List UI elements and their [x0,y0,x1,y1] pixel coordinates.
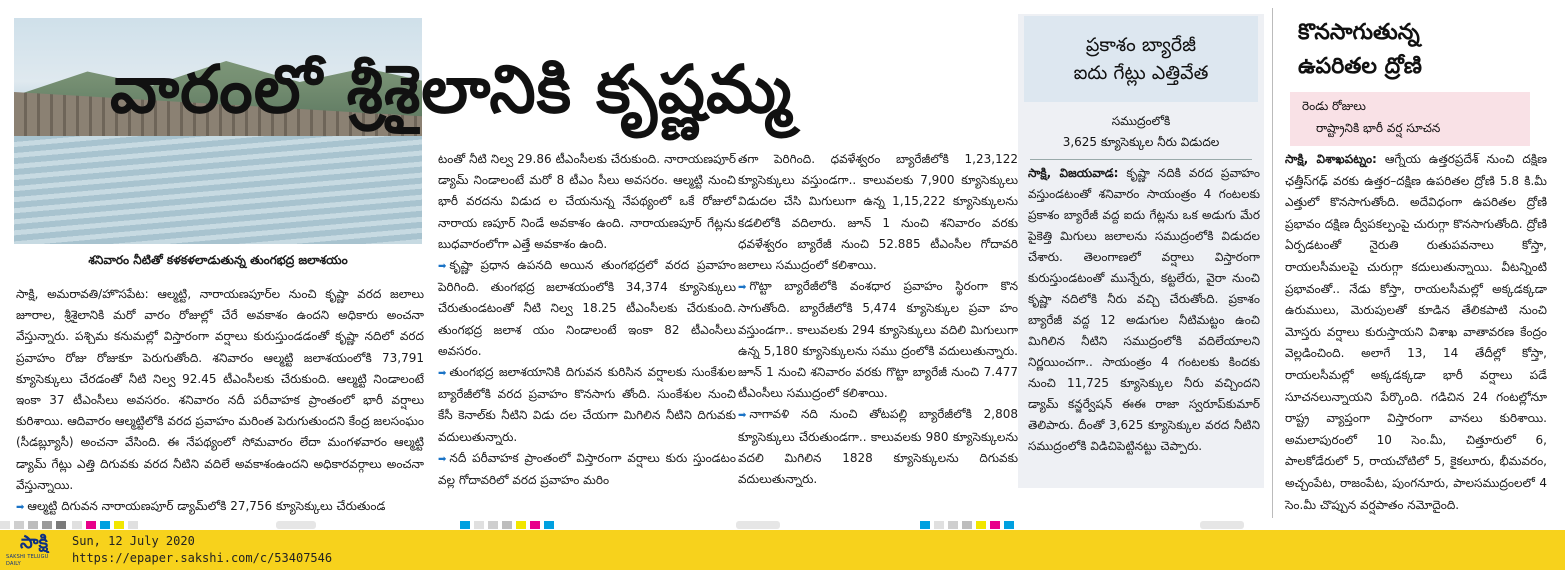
color-mark [28,521,38,529]
print-registration-marks [0,521,1565,529]
main-story-paragraph: తగా పెరిగింది. ధవళేశ్వరం బ్యారేజీలోకి 1,23,122 క్యూసెక్కులు వస్తుండగా.. కాలువలకు 7,900 క్యూసెక్కులు విడుదల చేసి మిగులుగా ఉన్న 1,15,222 క్యూసెక్కులను కడలిలోకి వదిలారు. జూన్ 1 నుంచి శనివారం వరకు ధవళేశ్వరం బ్యారేజీ నుంచి 52.885 టీఎంసీల గోదావరి జలాలు సముద్రంలో కలిశాయి. [738,152,1018,273]
color-mark [100,521,110,529]
color-mark [1004,521,1014,529]
sakshi-logo-text: సాక్షి [20,532,48,553]
main-story-paragraph: ➡ నదీ పరీవాహక ప్రాంతంలో విస్తారంగా వర్షాలు కురు స్తుండటం వల్ల గోదావరిలో వరద ప్రవాహం మరిం [438,448,736,491]
photo-caption: శనివారం నీటితో కళకళలాడుతున్న తుంగభద్ర జలాశయం [88,252,348,267]
footer-meta [72,533,332,567]
sakshi-logo-tagline: SAKSHI TELUGU DAILY [6,554,49,567]
prakasam-body-text: కృష్ణా నదికి వరద ప్రవాహం వస్తుండటంతో శనివారం సాయంత్రం 4 గంటలకు ప్రకాశం బ్యారేజీ వద్ద ఐదు గేట్లను ఒక అడుగు మేర పైకెత్తి మిగులు జలాలను సముద్రంలోకి విడుదల చేశారు. తెలంగాణలో వర్షాలు విస్తారంగా కురుస్తుండటంతో మున్నేరు, కట్టలేరు, వైరా నుంచి కృష్ణా నదిలోకి నీరు వచ్చి చేరుతోంది. ప్రకాశం బ్యారేజీ వద్ద 12 అడుగుల నీటిమట్టం ఉంచి మిగిలిన నీటిని సముద్రంలోకి వదిలేయాలని నిర్ణయించగా.. సాయంత్రం 4 గంటలకు కిందకు నుంచి 11,725 క్యూసెక్కుల నీరు వచ్చిందని డ్యామ్ కన్జర్వేషన్ ఈఈ రాజా స్వరూప్‌కుమార్ తెలిపారు. దీంతో 3,625 క్యూసెక్కుల వరద నీటిని సముద్రంలోకి విడిచిపెట్టినట్టు చెప్పారు. [1028,166,1260,453]
color-mark [72,521,82,529]
prakasam-headline-line: ఐదు గేట్లు ఎత్తివేత [1073,62,1209,84]
trough-headline [1298,16,1548,84]
color-mark [736,521,780,529]
trough-body [1285,149,1547,516]
color-mark [86,521,96,529]
color-mark [530,521,540,529]
color-mark [276,521,316,529]
color-mark [460,521,470,529]
trough-headline-line: కొనసాగుతున్న [1298,20,1420,45]
color-mark [42,521,52,529]
color-mark [0,521,10,529]
prakasam-byline: సాక్షి, విజయవాడ: [1028,166,1119,180]
color-mark [990,521,1000,529]
main-story-paragraph: ➡ కృష్ణా ప్రధాన ఉపనది అయిన తుంగభద్రలో వరద ప్రవాహం పెరిగింది. తుంగభద్ర జలాశయంలోకి 34,374 క్యూసెక్కులు చేరుతుండటంతో నీటి నిల్వ 18.25 టీఎంసీలకు చేరుకుంది. తుంగభద్ర జలాశ యం నిండాలంటే ఇంకా 82 టీఎంసీలు అవసరం. [438,255,736,362]
trough-byline: సాక్షి, విశాఖపట్నం: [1285,152,1377,166]
main-story-paragraph: ➡ ఆల్మట్టి దిగువన నారాయణపూర్ డ్యామ్‌లోకి 27,756 క్యూసెక్కులు చేరుతుండ [16,496,424,518]
main-story-column-1 [16,284,424,518]
color-mark [56,521,66,529]
main-story-paragraph: ➡ గొట్టా బ్యారేజీలోకి వంశధార ప్రవాహం స్థిరంగా కొన సాగుతోంది. బ్యారేజీలోకి 5,474 క్యూసెక్కుల ప్రవా హం వస్తుండగా.. కాలువలకు 294 క్యూసెక్కులు వదిలి మిగులుగా ఉన్న 5,180 క్యూసెక్కులను సము ద్రంలోకి వదులుతున్నారు. జూన్ 1 నుంచి శనివారం వరకు గొట్టా బ్యారేజీ నుంచి 7.477 టీఎంసీలు సముద్రంలో కలిశాయి. [738,276,1018,404]
prakasam-headline-line: ప్రకాశం బ్యారేజీ [1085,34,1197,56]
color-mark [128,521,138,529]
prakasam-headline [1024,16,1258,102]
trough-subheadline-line: రాష్ట్రానికి భారీ వర్ష సూచన [1316,121,1441,135]
main-story-paragraph: ➡ తుంగభద్ర జలాశయానికి దిగువన కురిసిన వర్షాలకు సుంకేశుల బ్యారేజీలోకి వరద ప్రవాహం కొనసాగు తోంది. సుంకేశుల నుంచి కేసీ కెనాల్‌కు నీటిని విడు దల చేయగా మిగిలిన నీటిని దిగువకు వదులుతున్నారు. [438,362,736,448]
trough-subheadline [1290,92,1530,146]
trough-subheadline-line: రెండు రోజులు [1302,99,1366,113]
main-story-lead-paragraph: సాక్షి, అమరావతి/హొసపేట: ఆల్మట్టి, నారాయణపూర్‌ల నుంచి కృష్ణా వరద జలాలు జూరాల, శ్రీశైలానికి మరో వారం రోజుల్లో చేరే అవకాశం ఉందని అధికారు అంచనా వేస్తున్నారు. పశ్చిమ కనుమల్లో విస్తారంగా వర్షాలు కురుస్తుండడంతో కృష్ణా నదిలో వరద ప్రవాహం రోజు రోజుకూ పెరుగుతోంది. శనివారం ఆల్మట్టి జలాశయంలోకి 73,791 క్యూసెక్కులు చేరడంతో నీటి నిల్వ 92.45 టీఎంసీలకు చేరుకుంది. ఆల్మట్టి నిండాలంటే ఇంకా 37 టీఎంసీలు అవసరం. శనివారం నదీ పరీవాహక ప్రాంతంలో భారీ వర్షాలు కురిశాయి. ఆదివారం ఆల్మట్టిలోకి వరద ప్రవాహం మరింత పెరుగుతుందని కేంద్ర జలసంఘం (సీడబ్ల్యూసీ) అంచనా వేసింది. ఈ నేపథ్యంలో సోమవారం లేదా మంగళవారం ఆల్మట్టి డ్యామ్ గేట్లు ఎత్తి దిగువకు వరద నీటిని వదిలే అవకాశంఉందని అధికారవర్గాలు అంచనా వేస్తున్నాయి. [16,287,424,492]
main-story-column-3 [738,149,1018,490]
color-mark [488,521,498,529]
photo-reservoir-water [14,136,422,244]
epaper-footer [0,530,1565,570]
color-mark [516,521,526,529]
prakasam-body [1028,163,1260,457]
trough-body-text: ఆగ్నేయ ఉత్తరప్రదేశ్ నుంచి దక్షిణ ఛత్తీస్‌గఢ్ వరకు ఉత్తర–దక్షిణ ఉపరితల ద్రోణి 5.8 కి.మీ ఎత్తులో కొనసాగుతోంది. అదేవిధంగా ఉపరితల ద్రోణి ప్రభావం దక్షిణ ద్వీపకల్పంపై చురుగ్గా కొనసాగుతోంది. ద్రోణి ఏర్పడటంతో నైరుతి రుతుపవనాలు కోస్తా, రాయలసీమలపై చురుగ్గా కదులుతున్నాయి. వీటన్నింటి ప్రభావంతో.. నేడు కోస్తా, రాయలసీమల్లో అక్కడక్కడా ఉరుములు, మెరుపులతో కూడిన తేలికపాటి నుంచి మోస్తరు వర్షాలు కురుస్తాయని విశాఖ వాతావరణ కేంద్రం వెల్లడించింది. అలాగే 13, 14 తేదీల్లో కోస్తా, రాయలసీమల్లో అక్కడక్కడా భారీ వర్షాలు పడే సూచనలున్నాయని పేర్కొంది. గడిచిన 24 గంటల్లోనూ రాష్ట్ర వ్యాప్తంగా విస్తారంగా వానలు కురిశాయి. అమలాపురంలో 10 సెం.మీ, చిత్తూరులో 6, పాలకోడేరులో 5, రాయచోటిలో 5, కైకలూరు, భీమవరం, అచ్చంపేట, రాజంపేట, పుంగనూరు, పాలసముద్రంలలో 4 సెం.మీ చొప్పున వర్షపాతం నమోదైంది. [1285,152,1547,512]
publication-date: Sun, 12 July 2020 [72,534,195,548]
trough-headline-line: ఉపరితల ద్రోణి [1298,54,1422,79]
prakasam-subheadline-line: 3,625 క్యూసెక్కుల నీరు విడుదల [1062,135,1220,149]
main-story-paragraph: ➡ నాగావళి నది నుంచి తోటపల్లి బ్యారేజీలోకి 2,808 క్యూసెక్కులు చేరుతుండగా.. కాలువలకు 980 క్యూసెక్కులను వదలి మిగిలిన 1828 క్యూసెక్కులను దిగువకు వదులుతున్నారు. [738,404,1018,490]
color-mark [948,521,958,529]
color-mark [920,521,930,529]
epaper-url[interactable]: https://epaper.sakshi.com/c/53407546 [72,551,333,565]
sakshi-logo[interactable] [6,530,62,570]
color-mark [474,521,484,529]
color-mark [976,521,986,529]
main-story-column-2 [438,149,736,491]
prakasam-subheadline [1024,108,1258,156]
color-mark [962,521,972,529]
color-mark [14,521,24,529]
color-mark [502,521,512,529]
color-mark [934,521,944,529]
column-divider [1272,8,1273,518]
color-mark [544,521,554,529]
prakasam-divider [1030,159,1252,160]
color-mark [114,521,124,529]
main-headline: వారంలో శ్రీశైలానికి కృష్ణమ్మ [110,51,793,128]
main-story-paragraph: టంతో నీటి నిల్వ 29.86 టీఎంసీలకు చేరుకుంది. నారాయణపూర్ డ్యామ్ నిండాలంటే మరో 8 టీఎం సీలు అవసరం. ఆల్మట్టి నుంచి భారీ వరదను విడుద ల చేయనున్న నేపథ్యంలో ఒకే రోజులో నారాయ ణపూర్ నిండే అవకాశం ఉంది. నారాయణపూర్ గేట్లను బుధవారంలోగా ఎత్తే అవకాశం ఉంది. [438,152,736,251]
prakasam-subheadline-line: సముద్రంలోకి [1111,114,1171,128]
prakasam-barrage-story [1018,14,1264,488]
color-mark [1200,521,1244,529]
